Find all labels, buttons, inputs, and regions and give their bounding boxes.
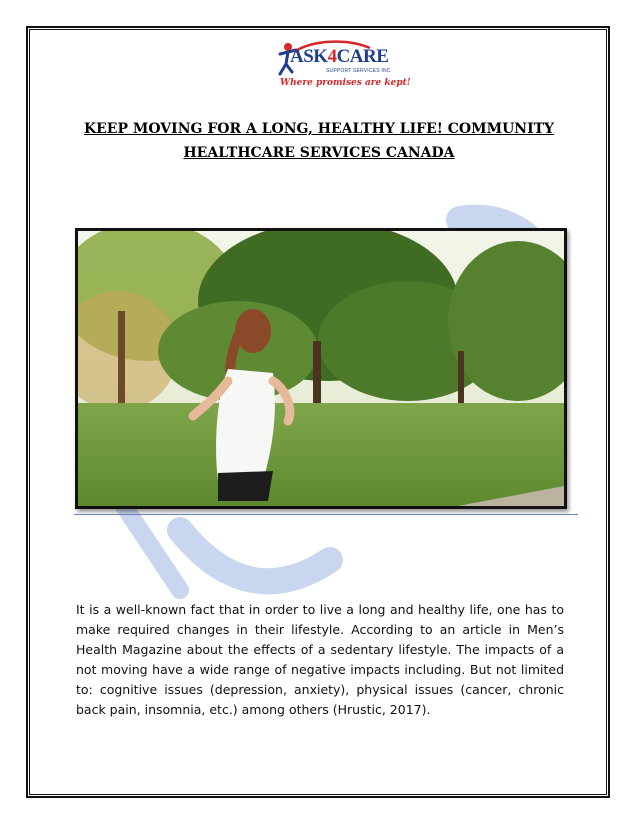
company-logo: [270, 38, 411, 94]
article-body: It is a well-known fact that in order to live a long and healthy life, one has to make required changes in their lifestyle. According to an article in Men’s Health Magazine about the effects of a sedentary lifestyle. The impacts of a not moving have a wide range of negative impacts including. But not limited to: cognitive issues (depression, anxiety), physical issues (cancer, chronic back pain, insomnia, etc.) among others (Hrustic, 2017).: [76, 602, 564, 717]
logo-wordmark: ASK4CARE: [290, 46, 389, 67]
jogging-woman-photo: [75, 228, 567, 509]
section-divider: [74, 514, 578, 515]
article-title: KEEP MOVING FOR A LONG, HEALTHY LIFE! COMMUNITY HEALTHCARE SERVICES CANADA: [83, 121, 555, 161]
logo-tagline: Where promises are kept!: [280, 78, 411, 88]
logo-subtitle: SUPPORT SERVICES INC: [326, 68, 391, 74]
